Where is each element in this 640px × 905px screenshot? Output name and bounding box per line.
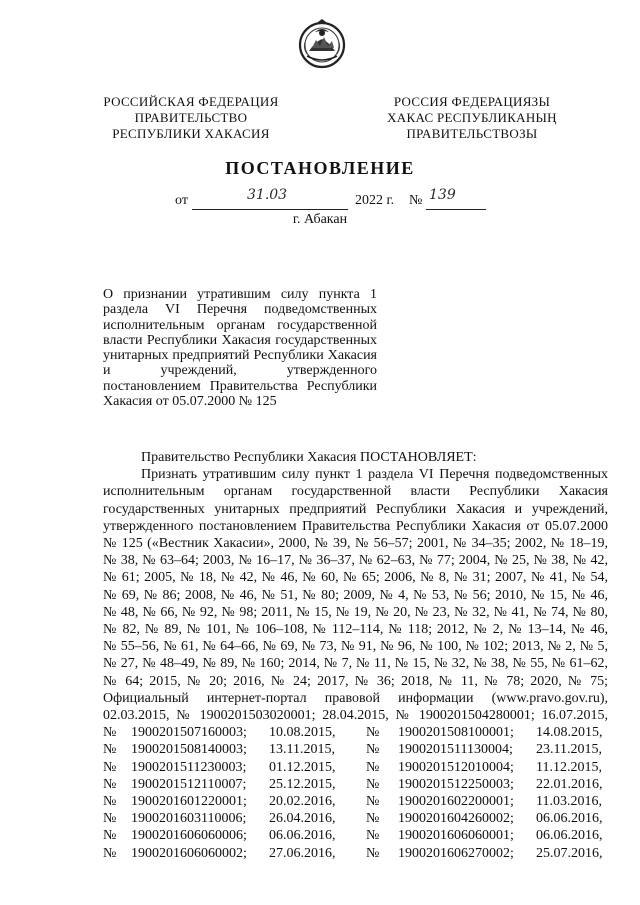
- registry-code: 1900201604260002;: [398, 811, 514, 827]
- year-label: 2022 г.: [355, 193, 395, 208]
- registry-row: [103, 793, 608, 810]
- registry-row: [103, 776, 608, 793]
- coat-of-arms-icon: [297, 18, 347, 72]
- body-line: № 55–56, № 61, № 64–66, № 69, № 73, № 91, № 96, № 100, № 102; 2013, № 2, № 5,: [103, 639, 608, 655]
- registry-number-sign: №: [366, 776, 380, 792]
- header-left-line: РЕСПУБЛИКИ ХАКАСИЯ: [112, 126, 270, 141]
- subject-line: власти Республики Хакасия государственных: [103, 332, 377, 348]
- subject-line: унитарных предприятий Республики Хакасия: [103, 348, 377, 364]
- registry-number-sign: №: [103, 759, 117, 775]
- registry-number-sign: №: [103, 776, 117, 792]
- registry-code: 1900201606060002;: [131, 845, 247, 861]
- body-line: Признать утратившим силу пункт 1 раздела VI Перечня подведомственных: [141, 467, 608, 483]
- registry-code: 1900201511130004;: [398, 742, 513, 758]
- registry-row: [103, 759, 608, 776]
- body-line: № 61; 2005, № 18, № 42, № 46, № 60, № 65; 2006, № 8, № 31; 2007, № 41, № 54,: [103, 570, 608, 586]
- subject-line: постановлением Правительства Республики: [103, 378, 377, 394]
- body-line: № 48, № 66, № 92, № 98; 2011, № 15, № 19, № 20, № 23, № 32, № 41, № 74, № 80,: [103, 604, 608, 620]
- header-right-line: ПРАВИТЕЛЬСТВОЗЫ: [406, 126, 538, 141]
- body-line: исполнительным органам государственной власти Республики Хакасия: [103, 484, 608, 500]
- registry-date: 20.02.2016,: [269, 794, 336, 809]
- header-left-line: ПРАВИТЕЛЬСТВО: [134, 110, 248, 125]
- registry-number-sign: №: [103, 828, 117, 844]
- registry-date: 14.08.2015,: [536, 725, 603, 741]
- body-line: государственных унитарных предприятий Республики Хакасия и учреждений,: [103, 501, 608, 517]
- registry-row: [103, 724, 608, 741]
- subject-line: исполнительным органам государственной: [103, 317, 377, 333]
- registry-number-sign: №: [103, 742, 117, 758]
- registry-code: 1900201606060006;: [131, 828, 247, 844]
- registry-code: 1900201603110006;: [131, 811, 247, 827]
- registry-number-sign: №: [103, 811, 117, 827]
- number-sign: №: [409, 193, 423, 208]
- registry-number-sign: №: [366, 759, 380, 775]
- city: г. Абакан: [292, 212, 348, 227]
- document-title: ПОСТАНОВЛЕНИЕ: [225, 158, 415, 178]
- body-line: № 27, № 48–49, № 89, № 160; 2014, № 7, № 11, № 15, № 32, № 38, № 55, № 61–62,: [103, 656, 608, 672]
- registry-date: 13.11.2015,: [269, 742, 335, 758]
- body-line: № 64; 2015, № 20; 2016, № 24; 2017, № 36; 2018, № 11, № 78; 2020, № 75;: [103, 673, 608, 689]
- registry-row: [103, 845, 608, 862]
- registry-code: 1900201512110007;: [131, 776, 247, 792]
- registry-number-sign: №: [103, 845, 117, 861]
- registry-code: 1900201606270002;: [398, 845, 514, 861]
- body-line: № 38, № 63–64; 2003, № 16–17, № 36–37, № 62–63, № 77; 2004, № 25, № 38, № 42,: [103, 553, 608, 569]
- header-left: [76, 94, 306, 142]
- registry-date: 06.06.2016,: [536, 811, 603, 827]
- registry-date: 01.12.2015,: [269, 759, 336, 775]
- registry-number-sign: №: [366, 828, 380, 844]
- registry-number-sign: №: [103, 725, 117, 741]
- subject-line: и учреждений, утвержденного: [103, 363, 377, 379]
- registry-row: [103, 741, 608, 758]
- registry-date: 10.08.2015,: [269, 725, 336, 741]
- registry-date: 06.06.2016,: [269, 828, 336, 844]
- registry-code: 1900201512010004;: [398, 759, 514, 775]
- subject-block: [103, 287, 377, 409]
- subject-line: О признании утратившим силу пункта 1: [103, 287, 377, 302]
- registry-date: 27.06.2016,: [269, 845, 336, 861]
- registry-date: 11.12.2015,: [536, 759, 602, 775]
- registry-date: 25.12.2015,: [269, 776, 336, 792]
- registry-number-sign: №: [103, 794, 117, 809]
- registry-code: 1900201512250003;: [398, 776, 514, 792]
- registry-code: 1900201508100001;: [398, 725, 514, 741]
- header-right-line: ХАКАС РЕСПУБЛИКАНЫҢ: [387, 110, 557, 125]
- header-right-line: РОССИЯ ФЕДЕРАЦИЯЗЫ: [393, 94, 551, 109]
- body-line: 02.03.2015, № 1900201503020001; 28.04.2015, № 1900201504280001; 16.07.2015,: [103, 708, 608, 724]
- registry-number-sign: №: [366, 845, 380, 861]
- registry-code: 1900201508140003;: [131, 742, 247, 758]
- date-prefix: от: [175, 193, 188, 208]
- body-line: № 82, № 89, № 101, № 106–108, № 112–114, № 118; 2012, № 2, № 13–14, № 46,: [103, 622, 608, 638]
- document-body: [103, 449, 608, 862]
- registry-row: [103, 810, 608, 827]
- registry-date: 25.07.2016,: [536, 845, 603, 861]
- body-line: № 69, № 86; 2008, № 46, № 51, № 80; 2009, № 4, № 53, № 56; 2010, № 15, № 46,: [103, 587, 608, 603]
- registry-number-sign: №: [366, 742, 380, 758]
- body-line: № 125 («Вестник Хакасии», 2000, № 39, № 56–57; 2001, № 34–35; 2002, № 18–19,: [103, 536, 608, 552]
- header-right: [357, 94, 587, 142]
- registry-date: 11.03.2016,: [536, 794, 602, 809]
- registry-code: 1900201507160003;: [131, 725, 247, 741]
- registry-code: 1900201601220001;: [131, 794, 247, 809]
- registry-number-sign: №: [366, 811, 380, 827]
- preamble: Правительство Республики Хакасия ПОСТАНОВЛЯЕТ:: [141, 450, 477, 465]
- registry-code: 1900201511230003;: [131, 759, 247, 775]
- date-handwritten: 31.03: [247, 187, 288, 203]
- registry-code: 1900201602200001;: [398, 794, 514, 809]
- registry-date: 06.06.2016,: [536, 828, 603, 844]
- registry-date: 26.04.2016,: [269, 811, 336, 827]
- number-handwritten: 139: [429, 187, 456, 203]
- registry-row: [103, 827, 608, 844]
- registry-date: 22.01.2016,: [536, 776, 603, 792]
- registry-code: 1900201606060001;: [398, 828, 514, 844]
- header-left-line: РОССИЙСКАЯ ФЕДЕРАЦИЯ: [103, 94, 279, 109]
- registry-number-sign: №: [366, 725, 380, 741]
- body-line: утвержденного постановлением Правительства Республики Хакасия от 05.07.2000: [103, 518, 608, 534]
- subject-line: Хакасия от 05.07.2000 № 125: [103, 394, 277, 410]
- registry-date: 23.11.2015,: [536, 742, 602, 758]
- subject-line: раздела VI Перечня подведомственных: [103, 302, 377, 318]
- registry-number-sign: №: [366, 794, 380, 809]
- body-line: Официальный интернет-портал правовой информации (www.pravo.gov.ru),: [103, 690, 608, 706]
